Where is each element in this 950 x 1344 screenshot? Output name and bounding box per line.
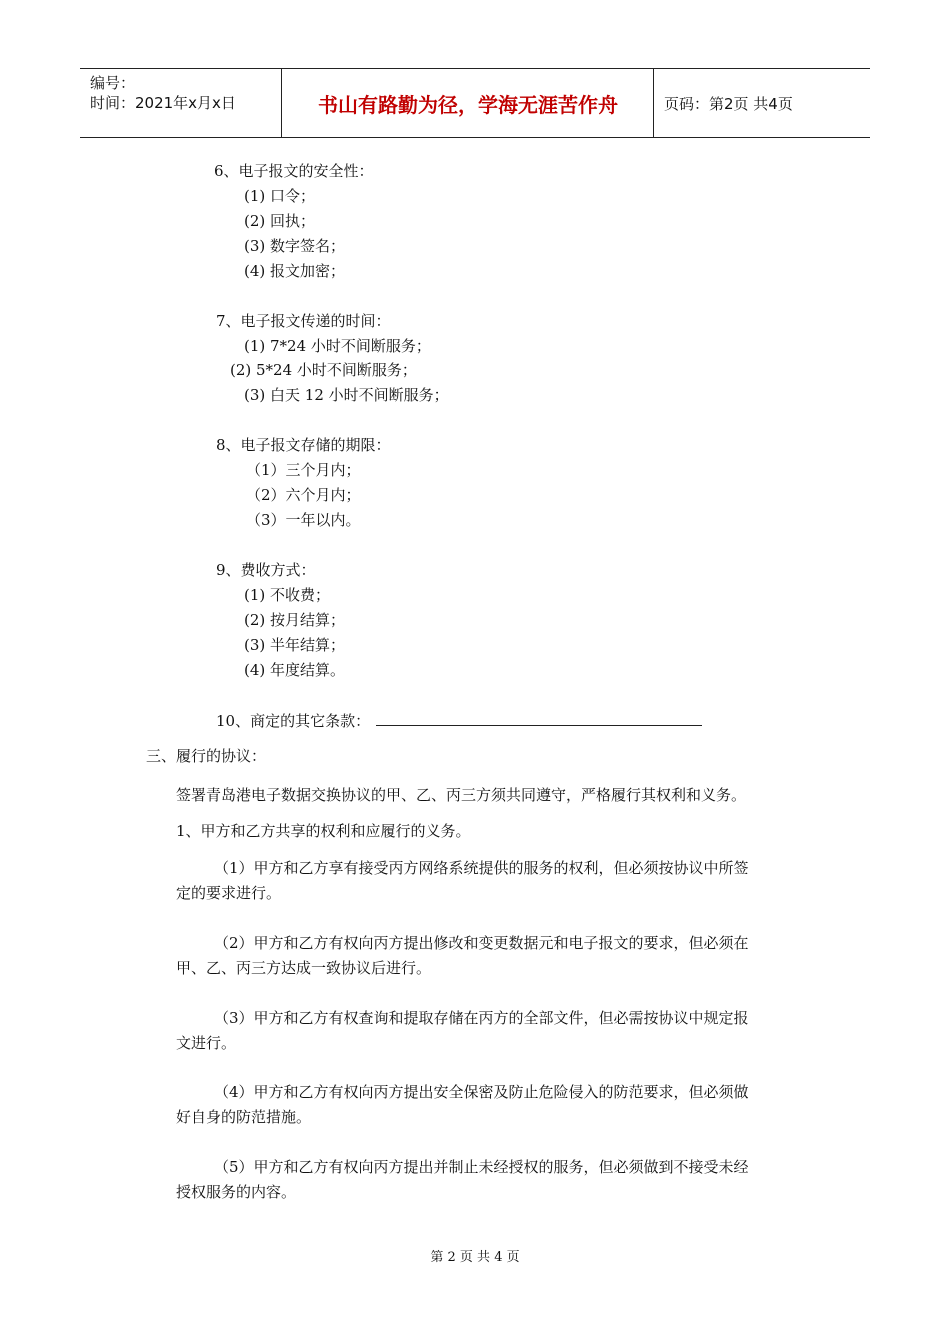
section-8-title: 8、电子报文存储的期限： — [216, 436, 391, 454]
section-7-title: 7、电子报文传递的时间： — [216, 312, 391, 330]
list-item: (3) 半年结算； — [244, 636, 346, 654]
paragraph-line: 授权服务的内容。 — [176, 1183, 297, 1201]
paragraph-line: 甲、乙、丙三方达成一致协议后进行。 — [176, 959, 432, 977]
list-item: (2) 按月结算； — [244, 611, 346, 629]
page-footer: 第 2 页 共 4 页 — [430, 1250, 520, 1265]
header-meta — [90, 73, 236, 113]
list-item: (3) 数字签名； — [244, 237, 346, 255]
list-item: (1) 7*24 小时不间断服务； — [244, 337, 431, 355]
paragraph-line: （4）甲方和乙方有权向丙方提出安全保密及防止危险侵入的防范要求，但必须做 — [214, 1083, 749, 1101]
list-item: （1）三个月内； — [246, 461, 361, 479]
paragraph-line: 好自身的防范措施。 — [176, 1108, 312, 1126]
list-item: (1) 口令； — [244, 187, 316, 205]
section-9-title: 9、费收方式： — [216, 561, 316, 579]
list-item: (4) 年度结算。 — [244, 661, 346, 679]
paragraph-line: 定的要求进行。 — [176, 884, 282, 902]
header-page-label: 页码：第2页 共4页 — [664, 95, 793, 113]
list-item: （3）一年以内。 — [246, 511, 361, 529]
paragraph-line: （2）甲方和乙方有权向丙方提出修改和变更数据元和电子报文的要求，但必须在 — [214, 934, 749, 952]
list-item: (1) 不收费； — [244, 586, 331, 604]
list-item: (2) 5*24 小时不间断服务； — [230, 361, 417, 379]
list-item: (4) 报文加密； — [244, 262, 346, 280]
part-3-intro: 签署青岛港电子数据交换协议的甲、乙、丙三方须共同遵守，严格履行其权利和义务。 — [176, 786, 747, 804]
section-10 — [216, 709, 702, 731]
time-label: 时间：2021年x月x日 — [90, 94, 236, 112]
paragraph-line: （3）甲方和乙方有权查询和提取存储在丙方的全部文件，但必需按协议中规定报 — [214, 1009, 749, 1027]
header-slogan: 书山有路勤为径，学海无涯苦作舟 — [318, 92, 618, 117]
section-10-title: 10、商定的其它条款： — [216, 712, 371, 730]
paragraph-line: 文进行。 — [176, 1034, 237, 1052]
blank-line — [376, 709, 702, 726]
section-6-title: 6、电子报文的安全性： — [214, 162, 374, 180]
number-label: 编号： — [90, 74, 136, 92]
page-header — [80, 68, 870, 138]
clause-1-title: 1、甲方和乙方共享的权利和应履行的义务。 — [176, 822, 471, 840]
paragraph-line: （5）甲方和乙方有权向丙方提出并制止未经授权的服务，但必须做到不接受未经 — [214, 1158, 749, 1176]
list-item: （2）六个月内； — [246, 486, 361, 504]
part-3-title: 三、履行的协议： — [146, 747, 267, 765]
list-item: (2) 回执； — [244, 212, 316, 230]
paragraph-line: （1）甲方和乙方享有接受丙方网络系统提供的服务的权利，但必须按协议中所签 — [214, 859, 749, 877]
list-item: (3) 白天 12 小时不间断服务； — [244, 386, 449, 404]
